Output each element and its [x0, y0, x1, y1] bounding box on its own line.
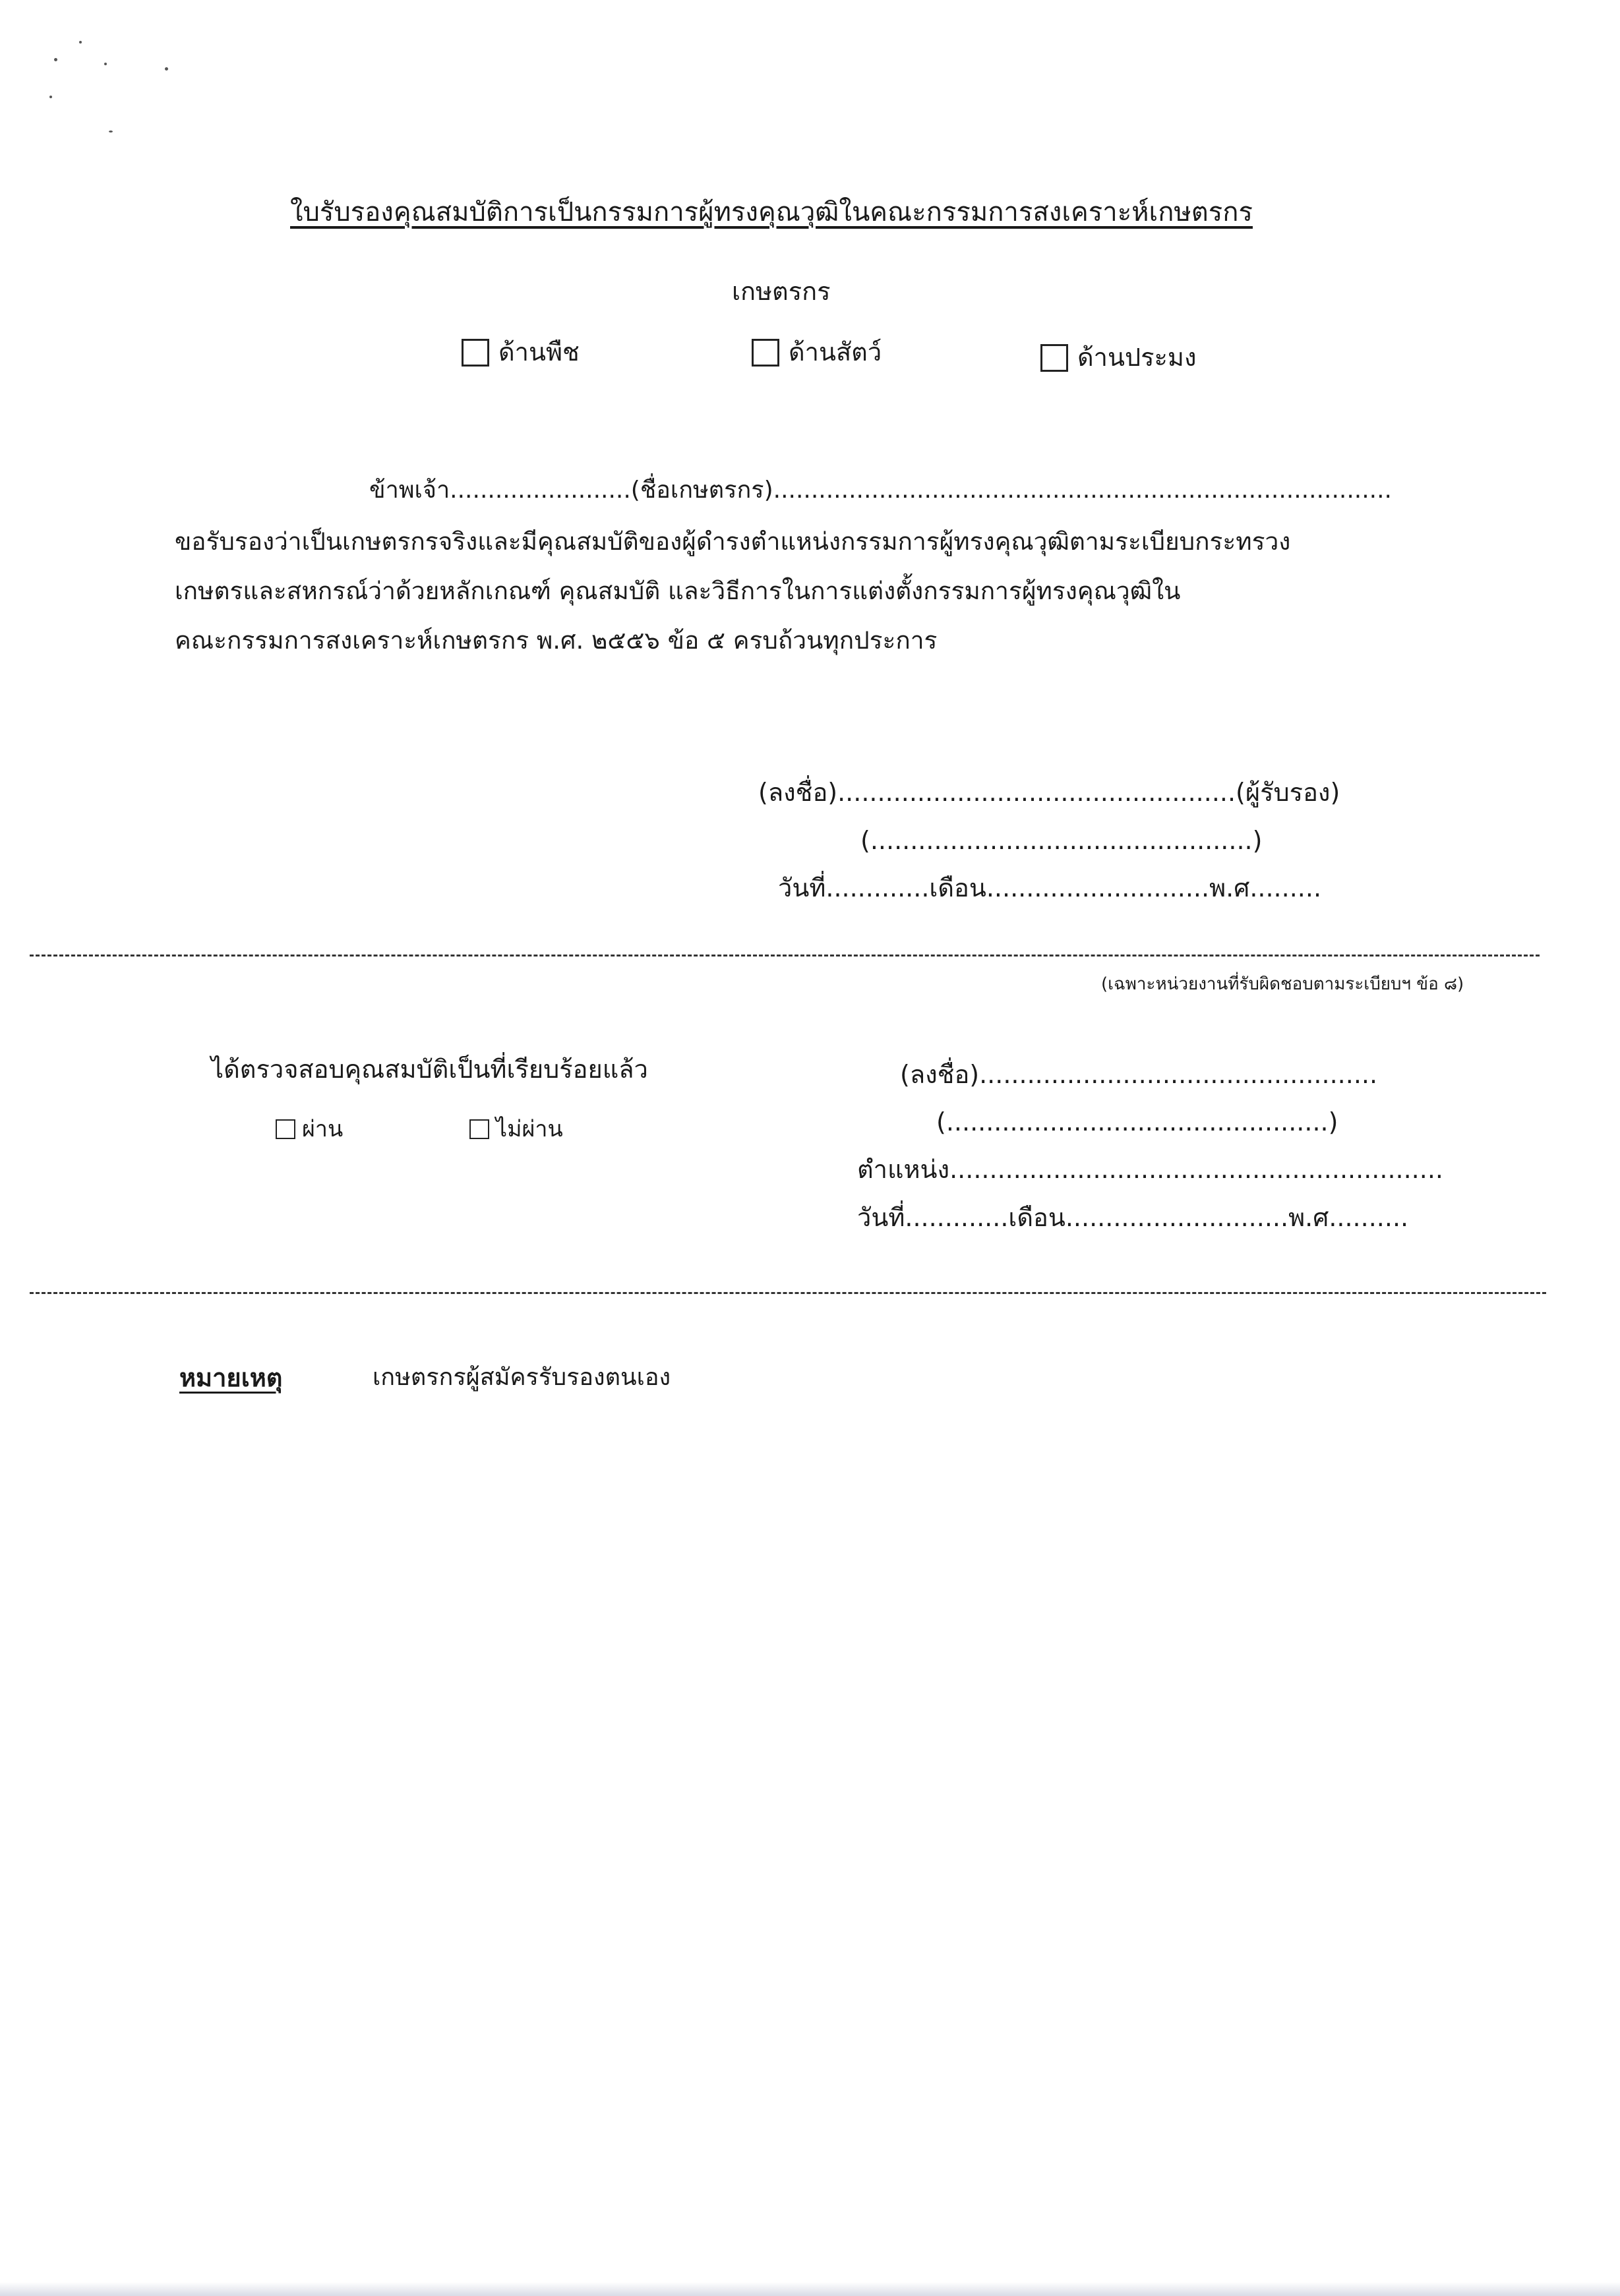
- certifier-sign-line: (ลงชื่อ)..................................................(ผู้รับรอง): [758, 778, 1340, 807]
- checkbox-pass[interactable]: [276, 1116, 343, 1143]
- checkbox-fail[interactable]: [469, 1116, 563, 1143]
- checkbox-animal-label: ด้านสัตว์: [789, 338, 882, 367]
- verifier-position-line: ตำแหน่ง..............................................................: [857, 1155, 1443, 1184]
- checkbox-icon[interactable]: [462, 339, 489, 367]
- remark-label: หมายเหตุ: [179, 1363, 283, 1392]
- declaration-line: คณะกรรมการสงเคราะห์เกษตรกร พ.ศ. ๒๕๕๖ ข้อ ๕ ครบถ้วนทุกประการ: [175, 626, 938, 655]
- divider-dashed: [30, 955, 1540, 957]
- checkbox-icon[interactable]: [752, 339, 779, 367]
- divider-dashed: [30, 1292, 1546, 1294]
- certifier-name-line: (................................................): [860, 826, 1263, 855]
- checkbox-plant-label: ด้านพืช: [498, 338, 580, 367]
- verification-heading: ได้ตรวจสอบคุณสมบัติเป็นที่เรียบร้อยแล้ว: [211, 1055, 648, 1084]
- agency-note: (เฉพาะหน่วยงานที่รับผิดชอบตามระเบียบฯ ข้อ ๘): [1101, 974, 1464, 994]
- verifier-name-line: (................................................): [936, 1107, 1338, 1136]
- checkbox-plant[interactable]: [462, 338, 580, 368]
- declaration-line-name: ข้าพเจ้า........................(ชื่อเกษตรกร)..................................................................................: [369, 477, 1392, 504]
- scan-speck: [104, 63, 107, 65]
- scan-speck: [109, 131, 113, 132]
- scan-speck: [49, 96, 52, 98]
- certifier-date-line: วันที่.............เดือน............................พ.ศ.........: [778, 873, 1322, 902]
- declaration-line: เกษตรและสหกรณ์ว่าด้วยหลักเกณฑ์ คุณสมบัติ และวิธีการในการแต่งตั้งกรรมการผู้ทรงคุณวุฒิใน: [175, 577, 1181, 605]
- checkbox-animal[interactable]: [752, 338, 882, 368]
- checkbox-icon[interactable]: [276, 1119, 295, 1139]
- farmer-subtitle: เกษตรกร: [732, 277, 831, 306]
- scan-edge: [0, 2282, 1620, 2296]
- checkbox-pass-label: ผ่าน: [302, 1116, 344, 1142]
- checkbox-fishery-label: ด้านประมง: [1077, 343, 1197, 372]
- declaration-line: ขอรับรองว่าเป็นเกษตรกรจริงและมีคุณสมบัติของผู้ดำรงตำแหน่งกรรมการผู้ทรงคุณวุฒิตามระเบียบกระทรวง: [175, 527, 1291, 556]
- checkbox-icon[interactable]: [1040, 344, 1068, 372]
- checkbox-icon[interactable]: [469, 1119, 489, 1139]
- scan-speck: [165, 67, 168, 71]
- verifier-sign-line: (ลงชื่อ)..................................................: [900, 1060, 1378, 1089]
- checkbox-fishery[interactable]: [1040, 343, 1197, 373]
- document-title: ใบรับรองคุณสมบัติการเป็นกรรมการผู้ทรงคุณวุฒิในคณะกรรมการสงเคราะห์เกษตรกร: [290, 197, 1253, 227]
- checkbox-fail-label: ไม่ผ่าน: [496, 1116, 563, 1142]
- scan-speck: [79, 41, 82, 44]
- remark-text: เกษตรกรผู้สมัครรับรองตนเอง: [373, 1364, 671, 1391]
- verifier-date-line: วันที่.............เดือน............................พ.ศ..........: [857, 1203, 1409, 1232]
- scan-speck: [54, 58, 57, 61]
